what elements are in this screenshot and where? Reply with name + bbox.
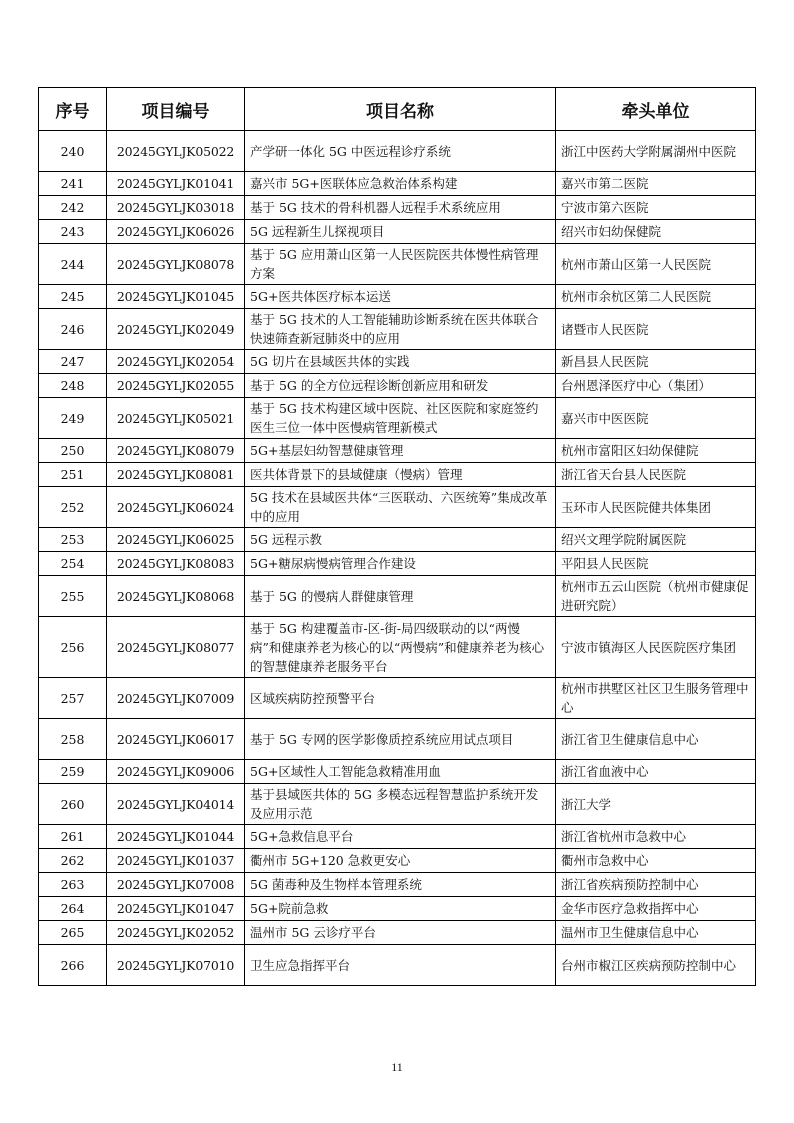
table-row	[39, 719, 756, 760]
row-seq: 252	[39, 487, 107, 528]
table-row	[39, 487, 756, 528]
row-name: 基于县域医共体的 5G 多模态远程智慧监护系统开发及应用示范	[245, 784, 556, 825]
row-code: 20245GYLJK05022	[107, 131, 245, 172]
row-code: 20245GYLJK08068	[107, 576, 245, 617]
row-code: 20245GYLJK06024	[107, 487, 245, 528]
row-code: 20245GYLJK04014	[107, 784, 245, 825]
table-row	[39, 131, 756, 172]
row-code: 20245GYLJK01047	[107, 897, 245, 921]
row-name: 基于 5G 应用萧山区第一人民医院医共体慢性病管理方案	[245, 244, 556, 285]
row-seq: 247	[39, 350, 107, 374]
row-seq: 241	[39, 172, 107, 196]
row-unit: 杭州市余杭区第二人民医院	[556, 285, 756, 309]
row-seq: 259	[39, 760, 107, 784]
row-code: 20245GYLJK08078	[107, 244, 245, 285]
row-name: 温州市 5G 云诊疗平台	[245, 921, 556, 945]
table-row	[39, 784, 756, 825]
row-seq: 248	[39, 374, 107, 398]
row-unit: 浙江省卫生健康信息中心	[556, 719, 756, 760]
row-unit: 绍兴市妇幼保健院	[556, 220, 756, 244]
row-seq: 243	[39, 220, 107, 244]
row-name: 区域疾病防控预警平台	[245, 678, 556, 719]
row-seq: 250	[39, 439, 107, 463]
table-row	[39, 244, 756, 285]
row-seq: 240	[39, 131, 107, 172]
row-name: 基于 5G 专网的医学影像质控系统应用试点项目	[245, 719, 556, 760]
row-unit: 金华市医疗急救指挥中心	[556, 897, 756, 921]
row-name: 基于 5G 技术的骨科机器人远程手术系统应用	[245, 196, 556, 220]
table-row	[39, 350, 756, 374]
row-code: 20245GYLJK02055	[107, 374, 245, 398]
row-seq: 261	[39, 825, 107, 849]
row-code: 20245GYLJK07008	[107, 873, 245, 897]
table-row	[39, 760, 756, 784]
row-code: 20245GYLJK08077	[107, 617, 245, 678]
row-code: 20245GYLJK08083	[107, 552, 245, 576]
row-seq: 257	[39, 678, 107, 719]
table-row	[39, 196, 756, 220]
row-unit: 杭州市拱墅区社区卫生服务管理中心	[556, 678, 756, 719]
table-row	[39, 576, 756, 617]
page-number: 11	[391, 1060, 403, 1074]
row-name: 卫生应急指挥平台	[245, 945, 556, 986]
table-row	[39, 617, 756, 678]
row-name: 5G 技术在县域医共体“三医联动、六医统筹”集成改革中的应用	[245, 487, 556, 528]
row-name: 衢州市 5G+120 急救更安心	[245, 849, 556, 873]
row-name: 产学研一体化 5G 中医远程诊疗系统	[245, 131, 556, 172]
row-code: 20245GYLJK07010	[107, 945, 245, 986]
row-unit: 台州恩泽医疗中心（集团）	[556, 374, 756, 398]
row-name: 5G 菌毒种及生物样本管理系统	[245, 873, 556, 897]
row-code: 20245GYLJK01041	[107, 172, 245, 196]
table-row	[39, 873, 756, 897]
row-code: 20245GYLJK03018	[107, 196, 245, 220]
row-name: 基于 5G 构建覆盖市-区-街-局四级联动的以“两慢病”和健康养老为核心的以“两慢病”和健康养老为核心的智慧健康养老服务平台	[245, 617, 556, 678]
table-row	[39, 285, 756, 309]
row-unit: 浙江大学	[556, 784, 756, 825]
row-code: 20245GYLJK08079	[107, 439, 245, 463]
row-name: 5G+区域性人工智能急救精准用血	[245, 760, 556, 784]
row-code: 20245GYLJK06025	[107, 528, 245, 552]
row-seq: 251	[39, 463, 107, 487]
row-name: 5G+糖尿病慢病管理合作建设	[245, 552, 556, 576]
row-seq: 249	[39, 398, 107, 439]
table-row	[39, 172, 756, 196]
table-row	[39, 897, 756, 921]
header-code: 项目编号	[107, 88, 245, 131]
row-name: 5G+急救信息平台	[245, 825, 556, 849]
row-code: 20245GYLJK07009	[107, 678, 245, 719]
row-name: 5G+院前急救	[245, 897, 556, 921]
row-seq: 255	[39, 576, 107, 617]
row-code: 20245GYLJK01045	[107, 285, 245, 309]
row-seq: 266	[39, 945, 107, 986]
table-row	[39, 439, 756, 463]
row-unit: 浙江省疾病预防控制中心	[556, 873, 756, 897]
row-code: 20245GYLJK08081	[107, 463, 245, 487]
row-unit: 宁波市第六医院	[556, 196, 756, 220]
row-seq: 265	[39, 921, 107, 945]
row-name: 5G 远程新生儿探视项目	[245, 220, 556, 244]
row-name: 5G 切片在县域医共体的实践	[245, 350, 556, 374]
row-seq: 245	[39, 285, 107, 309]
row-unit: 平阳县人民医院	[556, 552, 756, 576]
table-row	[39, 552, 756, 576]
row-code: 20245GYLJK02052	[107, 921, 245, 945]
row-name: 5G+医共体医疗标本运送	[245, 285, 556, 309]
row-unit: 嘉兴市中医医院	[556, 398, 756, 439]
header-unit: 牵头单位	[556, 88, 756, 131]
row-unit: 衢州市急救中心	[556, 849, 756, 873]
row-unit: 台州市椒江区疾病预防控制中心	[556, 945, 756, 986]
row-unit: 玉环市人民医院健共体集团	[556, 487, 756, 528]
row-unit: 温州市卫生健康信息中心	[556, 921, 756, 945]
table-header-row	[39, 88, 756, 131]
row-code: 20245GYLJK01044	[107, 825, 245, 849]
header-seq: 序号	[39, 88, 107, 131]
row-unit: 浙江省血液中心	[556, 760, 756, 784]
row-unit: 新昌县人民医院	[556, 350, 756, 374]
project-table	[38, 87, 756, 986]
table-row	[39, 398, 756, 439]
row-code: 20245GYLJK05021	[107, 398, 245, 439]
row-seq: 242	[39, 196, 107, 220]
row-seq: 253	[39, 528, 107, 552]
row-name: 5G 远程示教	[245, 528, 556, 552]
row-name: 基于 5G 的全方位远程诊断创新应用和研发	[245, 374, 556, 398]
table-row	[39, 921, 756, 945]
row-name: 嘉兴市 5G+医联体应急救治体系构建	[245, 172, 556, 196]
row-unit: 浙江中医药大学附属湖州中医院	[556, 131, 756, 172]
table-row	[39, 945, 756, 986]
header-name: 项目名称	[245, 88, 556, 131]
row-code: 20245GYLJK01037	[107, 849, 245, 873]
row-name: 基于 5G 的慢病人群健康管理	[245, 576, 556, 617]
row-seq: 263	[39, 873, 107, 897]
row-code: 20245GYLJK02049	[107, 309, 245, 350]
row-unit: 浙江省天台县人民医院	[556, 463, 756, 487]
table-row	[39, 678, 756, 719]
row-seq: 262	[39, 849, 107, 873]
row-code: 20245GYLJK06017	[107, 719, 245, 760]
table-row	[39, 825, 756, 849]
row-name: 5G+基层妇幼智慧健康管理	[245, 439, 556, 463]
row-name: 医共体背景下的县域健康（慢病）管理	[245, 463, 556, 487]
row-seq: 244	[39, 244, 107, 285]
row-seq: 264	[39, 897, 107, 921]
table-row	[39, 463, 756, 487]
table-row	[39, 220, 756, 244]
row-unit: 浙江省杭州市急救中心	[556, 825, 756, 849]
row-unit: 杭州市五云山医院（杭州市健康促进研究院）	[556, 576, 756, 617]
table-row	[39, 374, 756, 398]
row-seq: 254	[39, 552, 107, 576]
row-unit: 诸暨市人民医院	[556, 309, 756, 350]
row-code: 20245GYLJK09006	[107, 760, 245, 784]
table-row	[39, 849, 756, 873]
row-unit: 嘉兴市第二医院	[556, 172, 756, 196]
table-row	[39, 309, 756, 350]
row-seq: 258	[39, 719, 107, 760]
row-unit: 宁波市镇海区人民医院医疗集团	[556, 617, 756, 678]
row-unit: 绍兴文理学院附属医院	[556, 528, 756, 552]
row-seq: 260	[39, 784, 107, 825]
row-name: 基于 5G 技术构建区域中医院、社区医院和家庭签约医生三位一体中医慢病管理新模式	[245, 398, 556, 439]
row-seq: 256	[39, 617, 107, 678]
row-name: 基于 5G 技术的人工智能辅助诊断系统在医共体联合快速筛查新冠肺炎中的应用	[245, 309, 556, 350]
row-code: 20245GYLJK02054	[107, 350, 245, 374]
row-unit: 杭州市富阳区妇幼保健院	[556, 439, 756, 463]
row-unit: 杭州市萧山区第一人民医院	[556, 244, 756, 285]
table-row	[39, 528, 756, 552]
row-seq: 246	[39, 309, 107, 350]
row-code: 20245GYLJK06026	[107, 220, 245, 244]
